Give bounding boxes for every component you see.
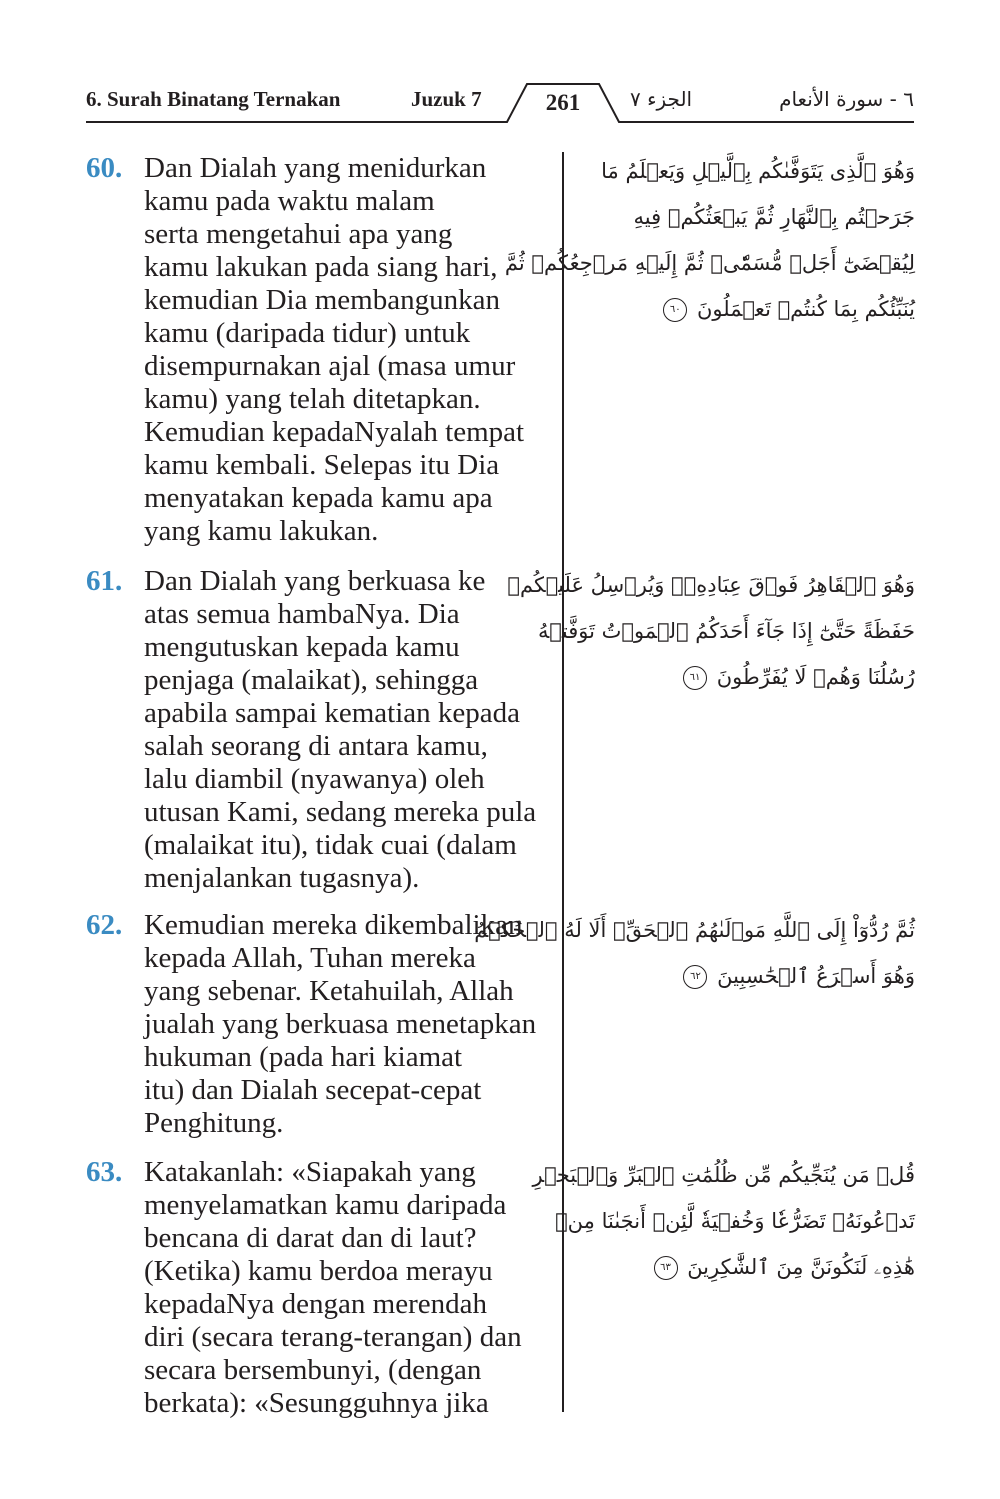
text-line: kamu kembali. Selepas itu Dia xyxy=(144,449,500,481)
text-line: serta mengetahui apa yang xyxy=(144,218,453,250)
arabic-verse-62 xyxy=(474,907,915,999)
verse-end-marker: ٦٢ xyxy=(683,965,707,989)
arabic-verse-63 xyxy=(532,1152,915,1290)
text-line: utusan Kami, sedang mereka pula xyxy=(144,796,537,828)
arabic-line: ثُمَّ رُدُّوٓاْ إِلَى ٱللَّهِ مَوۡلَىٰهُمُ ٱلۡحَقِّۚ أَلَا لَهُ ٱلۡحُكۡمُ xyxy=(474,918,915,942)
text-line: (Ketika) kamu berdoa merayu xyxy=(144,1255,493,1287)
text-line: kemudian Dia membangunkan xyxy=(144,284,500,316)
surah-title-latin: 6. Surah Binatang Ternakan xyxy=(86,87,341,111)
page-number: 261 xyxy=(545,90,581,115)
text-line: Kemudian mereka dikembalikan xyxy=(144,909,523,941)
text-line: (malaikat itu), tidak cuai (dalam xyxy=(144,829,517,861)
text-line: itu) dan Dialah secepat-cepat xyxy=(144,1074,482,1106)
verse-text xyxy=(144,565,556,895)
verse-end-marker: ٦١ xyxy=(683,666,707,690)
text-line: Dan Dialah yang menidurkan xyxy=(144,152,487,184)
text-line: Katakanlah: «Siapakah yang xyxy=(144,1156,476,1188)
text-line: kamu (daripada tidur) untuk xyxy=(144,317,471,349)
arabic-verse-60 xyxy=(504,148,915,332)
arabic-verse-61 xyxy=(507,562,915,700)
text-line: atas semua hambaNya. Dia xyxy=(144,598,460,630)
verse-number: 62. xyxy=(86,909,123,941)
verse-text xyxy=(144,152,556,548)
text-line: salah seorang di antara kamu, xyxy=(144,730,488,762)
arabic-line: رُسُلُنَا وَهُمۡ لَا يُفَرِّطُونَ xyxy=(716,665,915,689)
arabic-line: حَفَظَةً حَتَّىٰٓ إِذَا جَآءَ أَحَدَكُمُ ٱلۡمَوۡتُ تَوَفَّتۡهُ xyxy=(538,619,915,643)
text-line: kamu lakukan pada siang hari, xyxy=(144,251,498,283)
verse-number: 63. xyxy=(86,1156,123,1188)
text-line: menyelamatkan kamu daripada xyxy=(144,1189,507,1221)
text-line: diri (secara terang-terangan) dan xyxy=(144,1321,522,1353)
text-line: berkata): «Sesungguhnya jika xyxy=(144,1387,489,1419)
text-line: kepadaNya dengan merendah xyxy=(144,1288,488,1320)
arabic-line: يُنَبِّئُكُم بِمَا كُنتُمۡ تَعۡمَلُونَ xyxy=(696,297,915,321)
arabic-line: تَدۡعُونَهُۥ تَضَرُّعٗا وَخُفۡيَةٗ لَّئِنۡ أَنجَىٰنَا مِنۡ xyxy=(555,1209,915,1233)
juz-label-latin: Juzuk 7 xyxy=(411,87,482,111)
verse-end-marker: ٦٣ xyxy=(654,1256,678,1280)
surah-title-arabic: ٦ - سورة الأنعام xyxy=(779,87,914,111)
arabic-line: قُلۡ مَن يُنَجِّيكُم مِّن ظُلُمَٰتِ ٱلۡبَرِّ وَٱلۡبَحۡرِ xyxy=(532,1163,915,1187)
arabic-line: وَهُوَ ٱلَّذِى يَتَوَفَّىٰكُم بِٱلَّيۡلِ وَيَعۡلَمُ مَا xyxy=(601,159,915,183)
juz-label-arabic: الجزء ٧ xyxy=(630,87,693,111)
verse-number: 60. xyxy=(86,152,123,184)
text-line: menyatakan kepada kamu apa xyxy=(144,482,493,514)
verse-end-marker: ٦٠ xyxy=(663,298,687,322)
text-line: bencana di darat dan di laut? xyxy=(144,1222,477,1254)
text-line: hukuman (pada hari kiamat xyxy=(144,1041,463,1073)
text-line: penjaga (malaikat), sehingga xyxy=(144,664,479,696)
arabic-line: وَهُوَ ٱلۡقَاهِرُ فَوۡقَ عِبَادِهِۦۖ وَيُرۡسِلُ عَلَيۡكُمۡ xyxy=(507,573,915,597)
text-line: jualah yang berkuasa menetapkan xyxy=(144,1008,537,1040)
text-line: apabila sampai kematian kepada xyxy=(144,697,521,729)
text-line: kamu) yang telah ditetapkan. xyxy=(144,383,481,415)
text-line: Dan Dialah yang berkuasa ke xyxy=(144,565,486,597)
text-line: yang sebenar. Ketahuilah, Allah xyxy=(144,975,514,1007)
text-line: yang kamu lakukan. xyxy=(144,515,379,547)
text-line: Kemudian kepadaNyalah tempat xyxy=(144,416,525,448)
text-line: mengutuskan kepada kamu xyxy=(144,631,460,663)
text-line: disempurnakan ajal (masa umur xyxy=(144,350,516,382)
text-line: Penghitung. xyxy=(144,1107,284,1139)
arabic-line: جَرَحۡتُم بِٱلنَّهَارِ ثُمَّ يَبۡعَثُكُمۡ فِيهِ xyxy=(633,205,915,229)
text-line: menjalankan tugasnya). xyxy=(144,862,420,894)
arabic-line: وَهُوَ أَسۡرَعُ ٱلۡحَٰسِبِينَ xyxy=(717,964,915,988)
arabic-line: لِيُقۡضَىٰٓ أَجَلٞ مُّسَمّٗىۖ ثُمَّ إِلَيۡهِ مَرۡجِعُكُمۡ ثُمَّ xyxy=(504,251,915,275)
running-header xyxy=(0,0,1000,130)
verse-number: 61. xyxy=(86,565,123,597)
verse-text xyxy=(144,1156,556,1420)
text-line: kepada Allah, Tuhan mereka xyxy=(144,942,476,974)
text-line: kamu pada waktu malam xyxy=(144,185,435,217)
arabic-line: هَٰذِهِۦ لَنَكُونَنَّ مِنَ ٱلشَّٰكِرِينَ xyxy=(687,1255,915,1279)
text-line: secara bersembunyi, (dengan xyxy=(144,1354,482,1386)
text-line: lalu diambil (nyawanya) oleh xyxy=(144,763,485,795)
